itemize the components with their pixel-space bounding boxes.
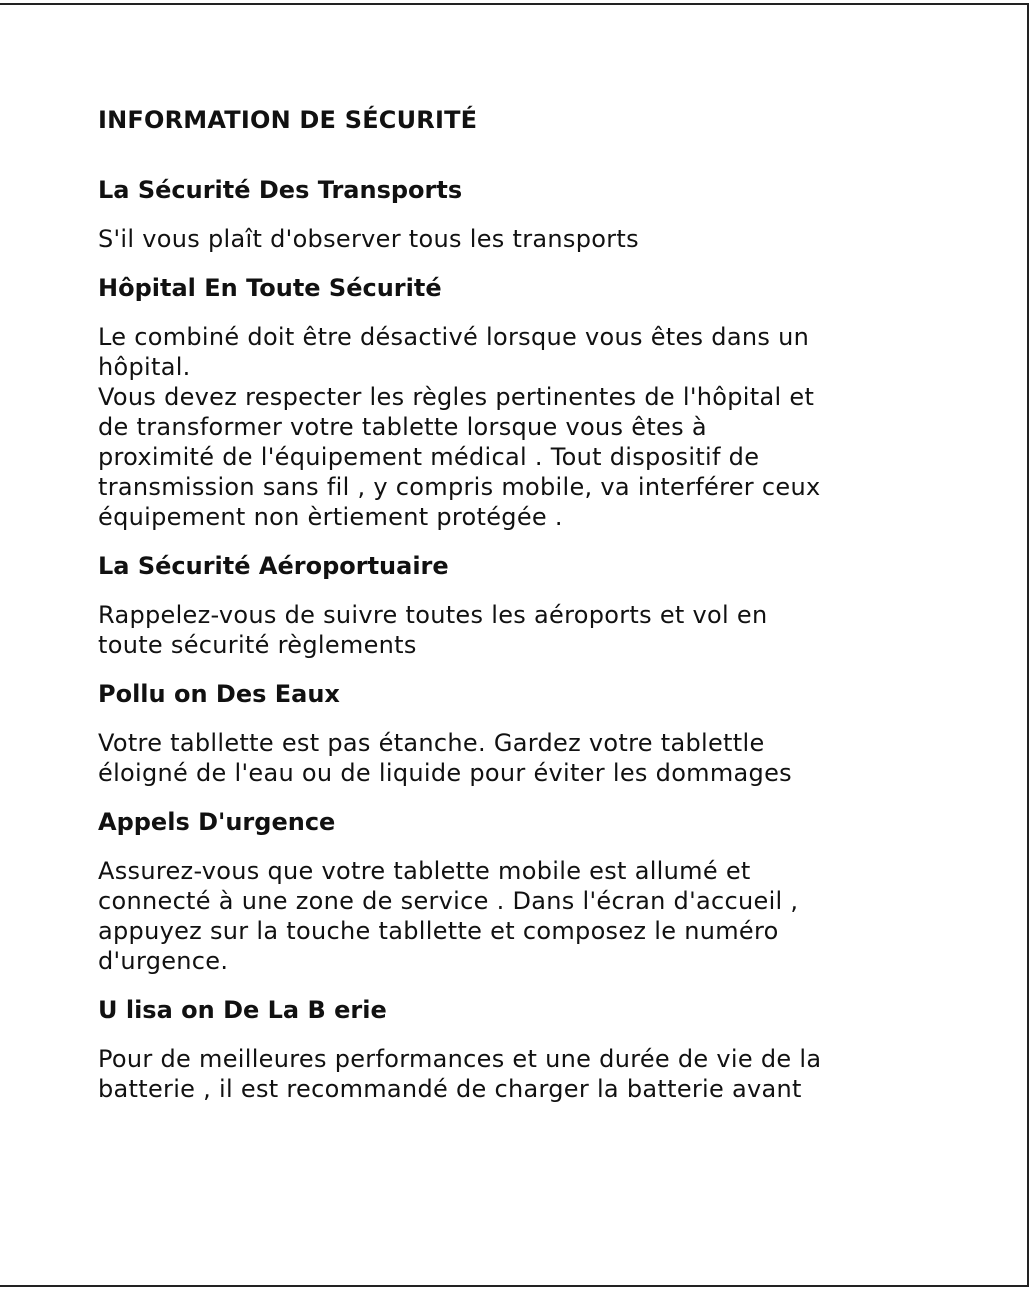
body-line: Pour de meilleures performances et une durée de vie de la (98, 1045, 822, 1073)
document-content (98, 104, 978, 1122)
section-hospital-safety (98, 272, 978, 532)
body-line: équipement non èrtiement protégée . (98, 503, 563, 531)
body-line: Assurez-vous que votre tablette mobile est allumé et (98, 857, 751, 885)
body-line: Votre tabllette est pas étanche. Gardez votre tablettle (98, 729, 765, 757)
section-body (98, 600, 978, 660)
section-transport-safety (98, 174, 978, 254)
body-line: proximité de l'équipement médical . Tout dispositif de (98, 443, 760, 471)
body-line: batterie , il est recommandé de charger la batterie avant (98, 1075, 802, 1103)
body-line: de transformer votre tablette lorsque vous êtes à (98, 413, 707, 441)
section-water-pollution (98, 678, 978, 788)
body-line: connecté à une zone de service . Dans l'écran d'accueil , (98, 887, 799, 915)
body-line: Rappelez-vous de suivre toutes les aéroports et vol en (98, 601, 768, 629)
section-heading: Appels D'urgence (98, 808, 336, 836)
page-title: INFORMATION DE SÉCURITÉ (98, 106, 478, 134)
section-heading: La Sécurité Des Transports (98, 176, 463, 204)
section-body (98, 224, 978, 254)
section-body (98, 856, 978, 976)
section-battery-use (98, 994, 978, 1104)
body-line: appuyez sur la touche tabllette et composez le numéro (98, 917, 779, 945)
body-line: S'il vous plaît d'observer tous les transports (98, 225, 639, 253)
body-line: transmission sans fil , y compris mobile, va interférer ceux (98, 473, 821, 501)
section-heading: U lisa on De La B erie (98, 996, 387, 1024)
section-body (98, 728, 978, 788)
section-body (98, 1044, 978, 1104)
body-line: Vous devez respecter les règles pertinentes de l'hôpital et (98, 383, 815, 411)
section-body (98, 322, 978, 532)
section-heading: La Sécurité Aéroportuaire (98, 552, 449, 580)
body-line: hôpital. (98, 353, 191, 381)
body-line: d'urgence. (98, 947, 229, 975)
section-heading: Hôpital En Toute Sécurité (98, 274, 442, 302)
section-emergency-calls (98, 806, 978, 976)
section-airport-safety (98, 550, 978, 660)
section-heading: Pollu on Des Eaux (98, 680, 340, 708)
body-line: éloigné de l'eau ou de liquide pour éviter les dommages (98, 759, 792, 787)
body-line: Le combiné doit être désactivé lorsque vous êtes dans un (98, 323, 810, 351)
body-line: toute sécurité règlements (98, 631, 417, 659)
